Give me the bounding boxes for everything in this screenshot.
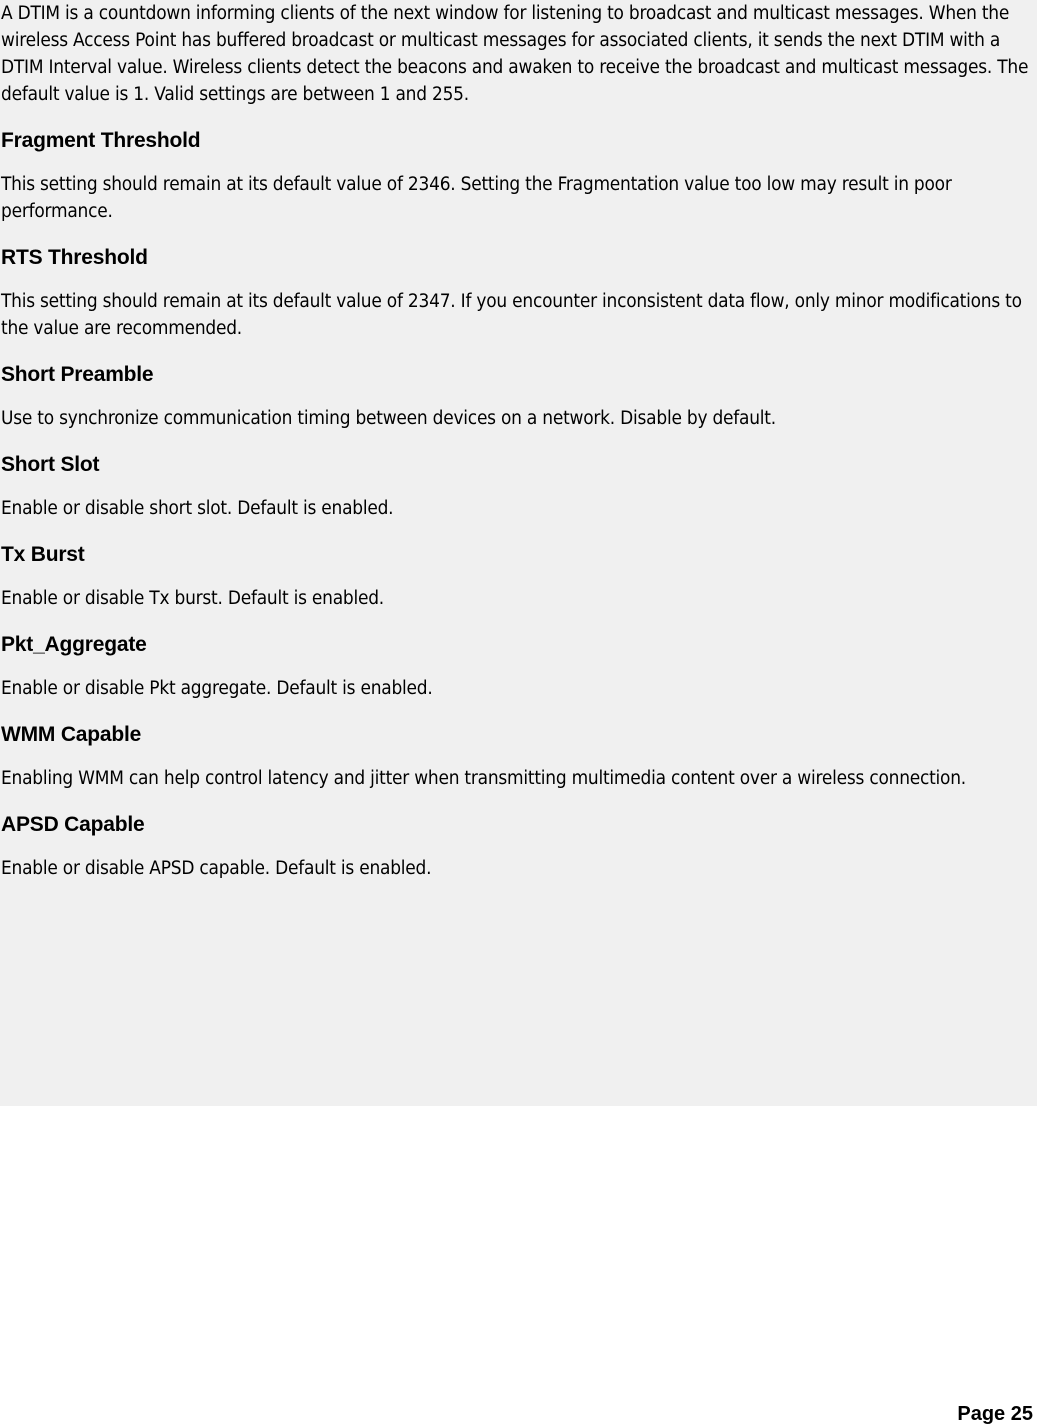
fragment-threshold-description: This setting should remain at its default value of 2346. Setting the Fragmentation value too low may result in poor performance. [1,174,952,222]
pkt-aggregate-heading: Pkt_Aggregate [1,633,147,656]
page-number [957,1402,1033,1426]
wmm-capable-heading: WMM Capable [1,723,142,746]
apsd-capable-description: Enable or disable APSD capable. Default is enabled. [1,858,432,879]
document-body [1,0,1031,901]
short-preamble-description: Use to synchronize communication timing between devices on a network. Disable by default. [1,408,776,429]
short-preamble-heading: Short Preamble [1,363,154,386]
fragment-threshold-heading: Fragment Threshold [1,129,201,152]
page-label: Page [957,1403,1006,1425]
pkt-aggregate-description: Enable or disable Pkt aggregate. Default is enabled. [1,678,433,699]
tx-burst-description: Enable or disable Tx burst. Default is enabled. [1,588,384,609]
apsd-capable-heading: APSD Capable [1,813,145,836]
rts-threshold-description: This setting should remain at its default value of 2347. If you encounter inconsistent data flow, only minor modifications to the value are recommended. [1,291,1022,339]
short-slot-heading: Short Slot [1,453,100,476]
short-slot-description: Enable or disable short slot. Default is enabled. [1,498,394,519]
rts-threshold-heading: RTS Threshold [1,246,148,269]
dtim-description: A DTIM is a countdown informing clients of the next window for listening to broadcast and multicast messages. When the wireless Access Point has buffered broadcast or multicast messages for associated clients, it sends the next DTIM with a DTIM Interval value. Wireless clients detect the beacons and awaken to receive the broadcast and multicast messages. The default value is 1. Valid settings are between 1 and 255. [1,3,1029,105]
wmm-capable-description: Enabling WMM can help control latency and jitter when transmitting multimedia content over a wireless connection. [1,768,966,789]
tx-burst-heading: Tx Burst [1,543,85,566]
page-number-value: 25 [1010,1403,1033,1425]
